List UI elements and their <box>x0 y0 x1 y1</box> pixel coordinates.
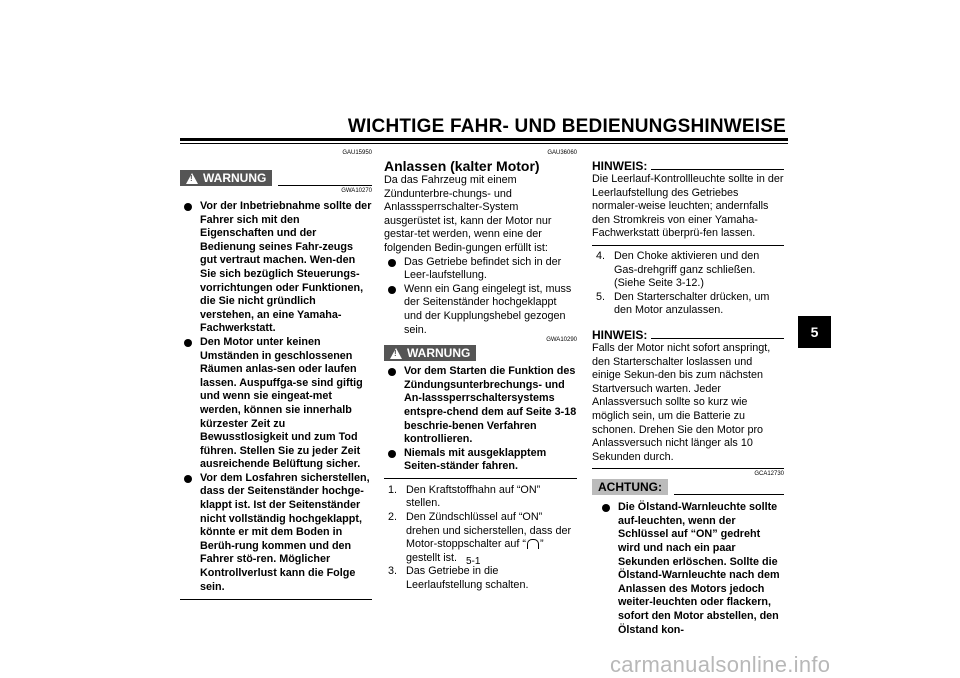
column-1 <box>180 150 372 600</box>
caution-badge: ACHTUNG: <box>592 479 668 495</box>
list-item: 1. Den Kraftstoffhahn auf “ON” stellen. <box>388 483 541 510</box>
warning-end-rule <box>384 478 577 479</box>
list-item: Vor dem Losfahren sicherstellen, dass der Seitenständer hochge-klappt ist. Ist der Seitenständer nicht vollständig hochgeklappt, könnte er mit dem Boden in Berüh-rung kommen und den Fahrer stö-ren. Möglicher Kontrollverlust kann die Folge sein. <box>180 472 372 594</box>
bullet-icon <box>388 286 396 294</box>
hinweis-header <box>592 328 784 342</box>
bullet-icon <box>388 259 396 267</box>
ref-code: GCA12730 <box>754 471 784 478</box>
column-2 <box>384 150 577 593</box>
list-item: Die Ölstand-Warnleuchte sollte auf-leuchten, wenn der Schlüssel auf “ON” gedreht wird und nach ein paar Sekunden erlöschen. Sollte die Ölstand-Warnleuchte nach dem Anlassen des Motors jedoch weiter-leuchten oder flackern, sofort den Motor abstellen, den Ölstand kon- <box>592 501 784 637</box>
warning-icon: ! <box>390 348 402 359</box>
bullet-icon <box>184 339 192 347</box>
condition-list <box>384 256 577 338</box>
bullet-icon <box>388 368 396 376</box>
warning-badge: ! WARNUNG <box>180 170 272 186</box>
title-rule-thin <box>180 143 788 144</box>
warning-end-rule <box>180 599 372 600</box>
bullet-icon <box>602 504 610 512</box>
column-3 <box>592 159 784 637</box>
warning-list <box>180 200 372 594</box>
ref-code: GWA10290 <box>546 337 577 344</box>
list-item: Niemals mit ausgeklapptem Seiten-ständer fahren. <box>384 447 577 474</box>
engine-stop-run-icon <box>527 539 539 549</box>
ref-code: GAU15950 <box>342 150 372 156</box>
hinweis-text: Die Leerlauf-Kontrollleuchte sollte in der Leerlaufstellung des Getriebes normaler-weise leuchten; andernfalls den Stromkreis von einer Yamaha-Fachwerkstatt überprü-fen lassen. <box>592 173 784 240</box>
section-heading: Anlassen (kalter Motor) <box>384 158 540 174</box>
warning-header <box>384 345 577 361</box>
list-item: 2. Den Zündschlüssel auf “ON” drehen und sicherstellen, dass der Motor-stoppschalter auf “ ” gestellt ist. <box>388 511 572 564</box>
chapter-tab: 5 <box>798 316 831 348</box>
warning-list <box>384 365 577 474</box>
ref-code: GAU36060 <box>547 150 577 156</box>
hinweis-end-rule <box>592 468 784 469</box>
list-item: 4. Den Choke aktivieren und den Gas-drehgriff ganz schließen. (Siehe Seite 3-12.) <box>596 249 760 290</box>
watermark: carmanualsonline.info <box>610 652 831 677</box>
step-list <box>592 250 784 318</box>
list-item: Vor der Inbetriebnahme sollte der Fahrer sich mit den Eigenschaften und der Bedienung seines Fahr-zeugs gut vertraut machen. Wen-den Sie sich bezüglich Steuerungs-vorrichtungen oder Funktionen, die Sie nicht gründlich verstehen, an eine Yamaha-Fachwerkstatt. <box>180 200 372 336</box>
list-item: 5. Den Starterschalter drücken, um den Motor anzulassen. <box>596 290 770 317</box>
list-item: Vor dem Starten die Funktion des Zündungsunterbrechungs- und An-lasssperrschaltersystems entspre-chend dem auf Seite 3-18 beschrie-benen Verfahren kontrollieren. <box>384 365 577 447</box>
warning-header <box>180 170 372 186</box>
intro-text: Da das Fahrzeug mit einem Zündunterbre-chungs- und Anlasssperrschalter-System ausgerüstet ist, kann der Motor nur gestar-tet werden, wenn eine der folgenden Bedin-gungen erfüllt ist: <box>384 174 552 254</box>
list-item: Den Motor unter keinen Umständen in geschlossenen Räumen anlas-sen oder laufen lassen. Auspuffga-se sind giftig und wenn sie eingeat-met werden, können sie innerhalb kürzester Zeit zu Bewusstlosigkeit und zum Tod führen. Stellen Sie zu jeder Zeit ausreichende Belüftung sicher. <box>180 336 372 472</box>
caution-list <box>592 501 784 637</box>
hinweis-header <box>592 159 784 173</box>
list-item: 3. Das Getriebe in die Leerlaufstellung schalten. <box>388 565 529 592</box>
hinweis-end-rule <box>592 245 784 246</box>
warning-badge: ! WARNUNG <box>384 345 476 361</box>
bullet-icon <box>184 203 192 211</box>
hinweis-text: Falls der Motor nicht sofort anspringt, den Starterschalter loslassen und einige Sekun-den bis zum nächsten Startversuch warten. Jeder Anlassversuch sollte so kurz wie möglich sein, um die Batterie zu schonen. Drehen Sie den Motor pro Anlassversuch nicht länger als 10 Sekunden durch. <box>592 341 771 463</box>
warning-icon: ! <box>186 173 198 184</box>
page-title: WICHTIGE FAHR- UND BEDIENUNGSHINWEISE <box>347 116 786 137</box>
list-item: Wenn ein Gang eingelegt ist, muss der Seitenständer hochgeklappt und der Kupplungshebel gezogen sein. <box>384 283 577 337</box>
step-list <box>384 484 577 593</box>
bullet-icon <box>388 450 396 458</box>
ref-code: GWA10270 <box>341 188 372 194</box>
caution-header <box>592 479 784 495</box>
bullet-icon <box>184 475 192 483</box>
list-item: Das Getriebe befindet sich in der Leer-laufstellung. <box>384 256 577 283</box>
hinweis-label: HINWEIS: <box>592 159 648 173</box>
title-rule <box>180 138 788 141</box>
hinweis-label: HINWEIS: <box>592 327 648 342</box>
page-number: 5-1 <box>466 556 481 567</box>
